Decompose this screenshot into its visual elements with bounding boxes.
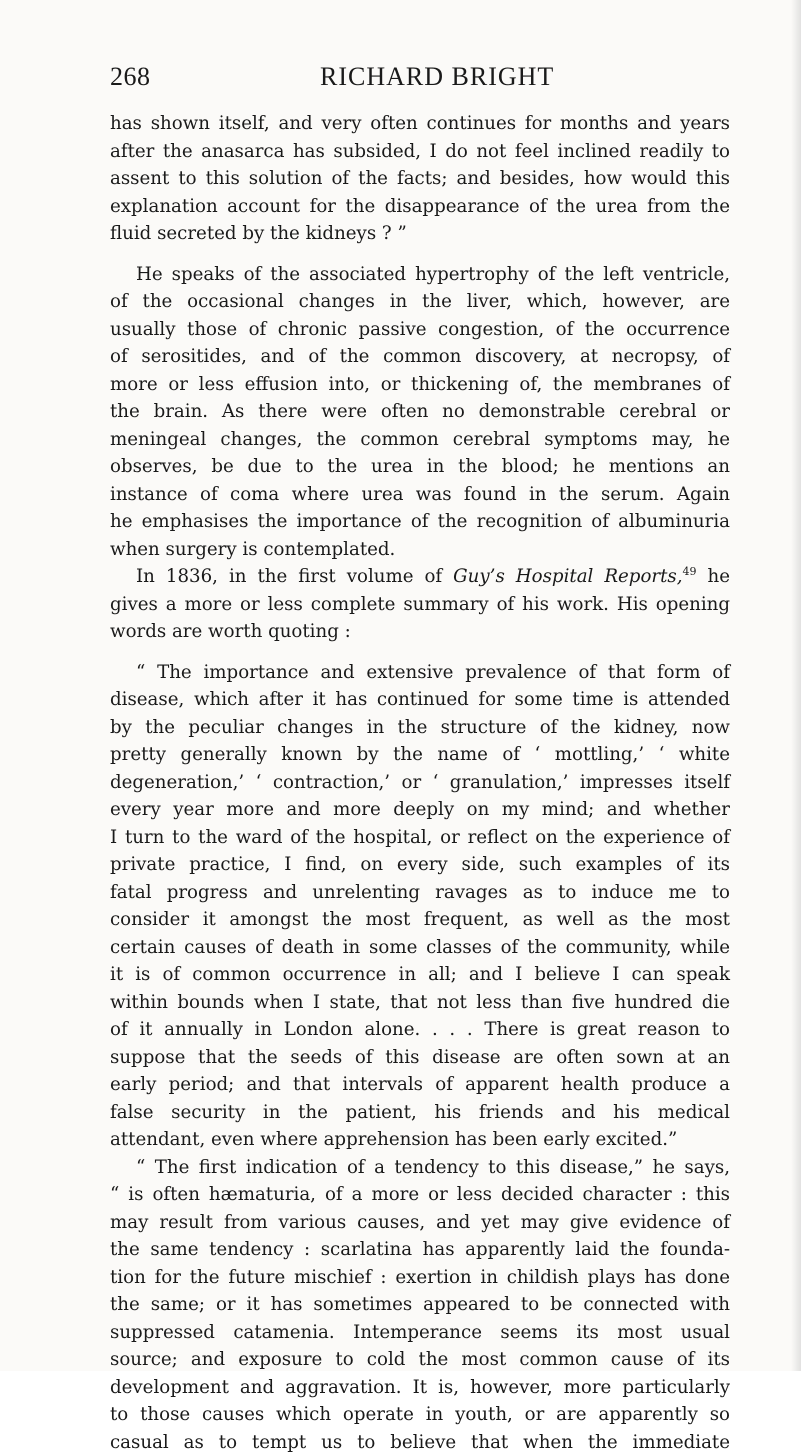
text-line: fluid secreted by the kidneys ? ” [110,220,730,248]
paragraph-quotation-first-indication [110,1154,730,1456]
journal-title: Guy’s Hospital Reports, [453,566,682,587]
text-line: certain causes of death in some classes of the community, while [110,934,730,962]
text-line: observes, be due to the urea in the blood; he mentions an [110,453,730,481]
text-line: he emphasises the importance of the recognition of albuminuria [110,508,730,536]
paragraph-quotation-importance [110,659,730,1154]
text-line: of it annually in London alone. . . . There is great reason to [110,1016,730,1044]
text-line: suppressed catamenia. Intemperance seems its most usual [110,1319,730,1347]
paragraph-guys-reports [110,563,730,646]
text-line: more or less effusion into, or thickening of, the membranes of [110,371,730,399]
text-line-with-citation [110,563,730,591]
text-line: degeneration,’ ‘ contraction,’ or ‘ granulation,’ impresses itself [110,769,730,797]
text-line: attendant, even where apprehension has been early excited.” [110,1126,730,1154]
text-line: false security in the patient, his friends and his medical [110,1099,730,1127]
paragraph-continuation [110,110,730,248]
text-line: suppose that the seeds of this disease are often sown at an [110,1044,730,1072]
text-line: the brain. As there were often no demonstrable cerebral or [110,398,730,426]
text-line: fatal progress and unrelenting ravages as to induce me to [110,879,730,907]
text-line: the same; or it has sometimes appeared to be connected with [110,1291,730,1319]
text-line: meningeal changes, the common cerebral symptoms may, he [110,426,730,454]
text-line: to those causes which operate in youth, or are apparently so [110,1401,730,1429]
text-line: He speaks of the associated hypertrophy of the left ventricle, [110,261,730,289]
text-line: usually those of chronic passive congestion, of the occurrence [110,316,730,344]
body-text [110,110,730,1456]
text-line: it is of common occurrence in all; and I believe I can speak [110,961,730,989]
text-segment: In 1836, in the first volume of [136,566,453,587]
text-line: assent to this solution of the facts; and besides, how would this [110,165,730,193]
text-line: pretty generally known by the name of ‘ mottling,’ ‘ white [110,741,730,769]
footnote-ref: 49 [683,565,697,578]
paragraph-associated-changes [110,261,730,564]
text-line: casual as to tempt us to believe that when the immediate [110,1429,730,1456]
text-line: development and aggravation. It is, however, more particularly [110,1374,730,1402]
text-line: every year more and more deeply on my mind; and whether [110,796,730,824]
text-line: I turn to the ward of the hospital, or reflect on the experience of [110,824,730,852]
text-line: the same tendency : scarlatina has apparently laid the founda- [110,1236,730,1264]
text-line: “ The first indication of a tendency to this disease,” he says, [110,1154,730,1182]
text-line: after the anasarca has subsided, I do not feel inclined readily to [110,138,730,166]
text-line: within bounds when I state, that not less than five hundred die [110,989,730,1017]
text-line: tion for the future mischief : exertion in childish plays has done [110,1264,730,1292]
text-line: has shown itself, and very often continues for months and years [110,110,730,138]
text-line: may result from various causes, and yet may give evidence of [110,1209,730,1237]
text-line: “ The importance and extensive prevalence of that form of [110,659,730,687]
text-line: “ is often hæmaturia, of a more or less decided character : this [110,1181,730,1209]
text-line: source; and exposure to cold the most common cause of its [110,1346,730,1374]
text-line: of serositides, and of the common discovery, at necropsy, of [110,343,730,371]
text-line: by the peculiar changes in the structure of the kidney, now [110,714,730,742]
text-line: consider it amongst the most frequent, as well as the most [110,906,730,934]
text-line: words are worth quoting : [110,618,730,646]
running-title: RICHARD BRIGHT [320,62,554,92]
text-line: instance of coma where urea was found in the serum. Again [110,481,730,509]
text-segment: he [697,566,730,587]
text-line: of the occasional changes in the liver, which, however, are [110,288,730,316]
page-edge-shadow [791,0,801,1371]
page-header [110,62,710,92]
text-line: when surgery is contemplated. [110,536,730,564]
text-line: gives a more or less complete summary of his work. His opening [110,591,730,619]
text-line: disease, which after it has continued for some time is attended [110,686,730,714]
text-line: explanation account for the disappearance of the urea from the [110,193,730,221]
text-line: early period; and that intervals of apparent health produce a [110,1071,730,1099]
text-line: private practice, I find, on every side, such examples of its [110,851,730,879]
page-number: 268 [110,62,151,92]
